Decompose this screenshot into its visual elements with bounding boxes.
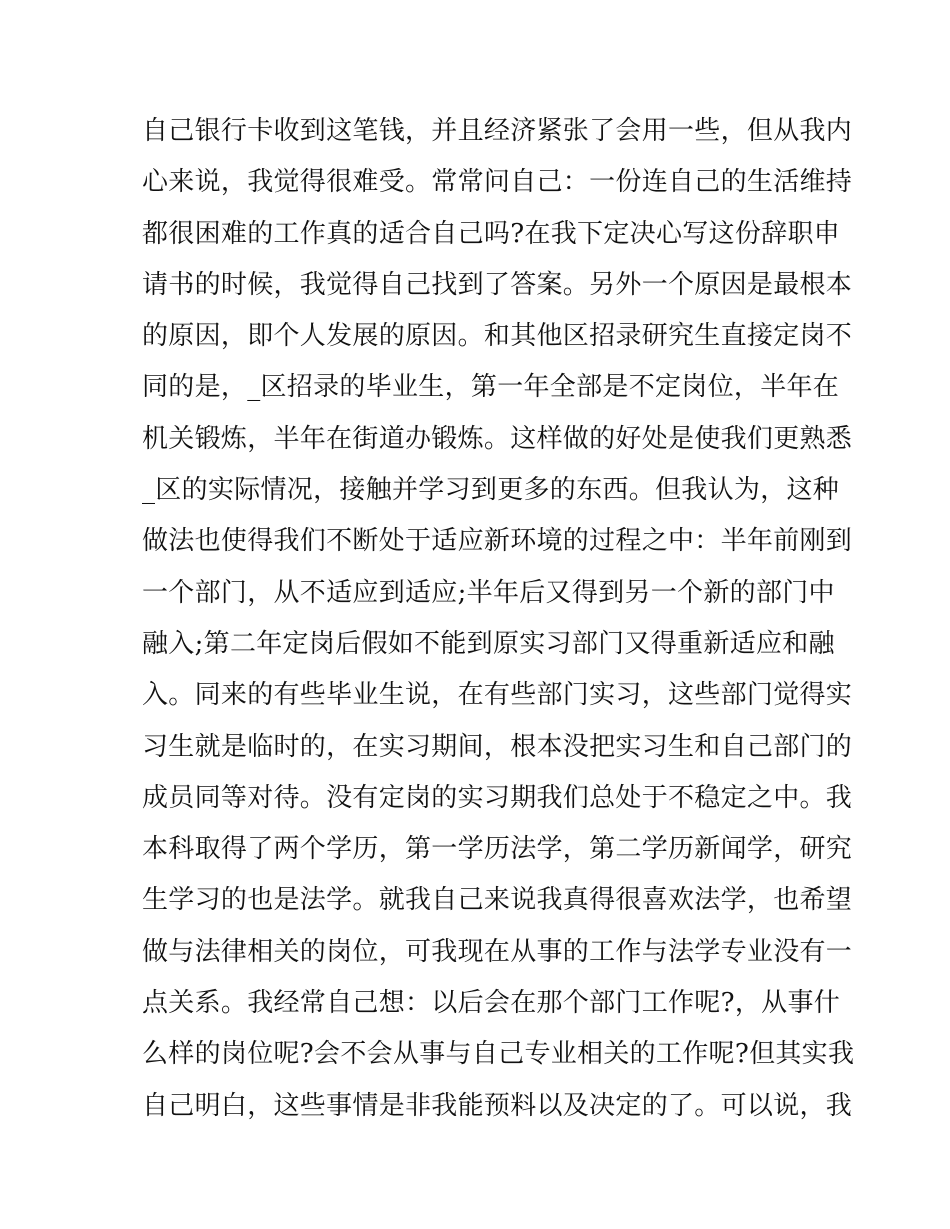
body-text — [142, 106, 855, 1132]
text-line: 入。同来的有些毕业生说，在有些部门实习，这些部门觉得实 — [142, 680, 853, 711]
text-line: 机关锻炼，半年在街道办锻炼。这样做的好处是使我们更熟悉 — [142, 423, 853, 454]
text-line: 成员同等对待。没有定岗的实习期我们总处于不稳定之中。我 — [142, 782, 853, 813]
text-line: 习生就是临时的，在实习期间，根本没把实习生和自己部门的 — [142, 731, 853, 762]
text-line: 一个部门，从不适应到适应;半年后又得到另一个新的部门中 — [142, 577, 835, 608]
text-line: 做与法律相关的岗位，可我现在从事的工作与法学专业没有一 — [142, 936, 853, 967]
text-line: 生学习的也是法学。就我自己来说我真得很喜欢法学，也希望 — [142, 885, 853, 916]
text-line: 都很困难的工作真的适合自己吗?在我下定决心写这份辞职申 — [142, 218, 841, 249]
text-line: 自己明白，这些事情是非我能预料以及决定的了。可以说，我 — [142, 1090, 853, 1121]
text-line: 么样的岗位呢?会不会从事与自己专业相关的工作呢?但其实我 — [142, 1039, 855, 1070]
text-line: _区的实际情况，接触并学习到更多的东西。但我认为，这种 — [142, 475, 840, 506]
text-line: 点关系。我经常自己想：以后会在那个部门工作呢?，从事什 — [142, 988, 841, 1019]
text-line: 请书的时候，我觉得自己找到了答案。另外一个原因是最根本 — [142, 269, 853, 300]
text-line: 同的是，_区招录的毕业生，第一年全部是不定岗位，半年在 — [142, 372, 840, 403]
text-line: 自己银行卡收到这笔钱，并且经济紧张了会用一些，但从我内 — [142, 116, 853, 146]
text-line: 做法也使得我们不断处于适应新环境的过程之中：半年前刚到 — [142, 526, 853, 557]
text-line: 的原因，即个人发展的原因。和其他区招录研究生直接定岗不 — [142, 321, 853, 352]
text-line: 融入;第二年定岗后假如不能到原实习部门又得重新适应和融 — [142, 628, 835, 659]
text-line: 心来说，我觉得很难受。常常问自己：一份连自己的生活维持 — [142, 167, 853, 198]
text-line: 本科取得了两个学历，第一学历法学，第二学历新闻学，研究 — [142, 834, 853, 865]
